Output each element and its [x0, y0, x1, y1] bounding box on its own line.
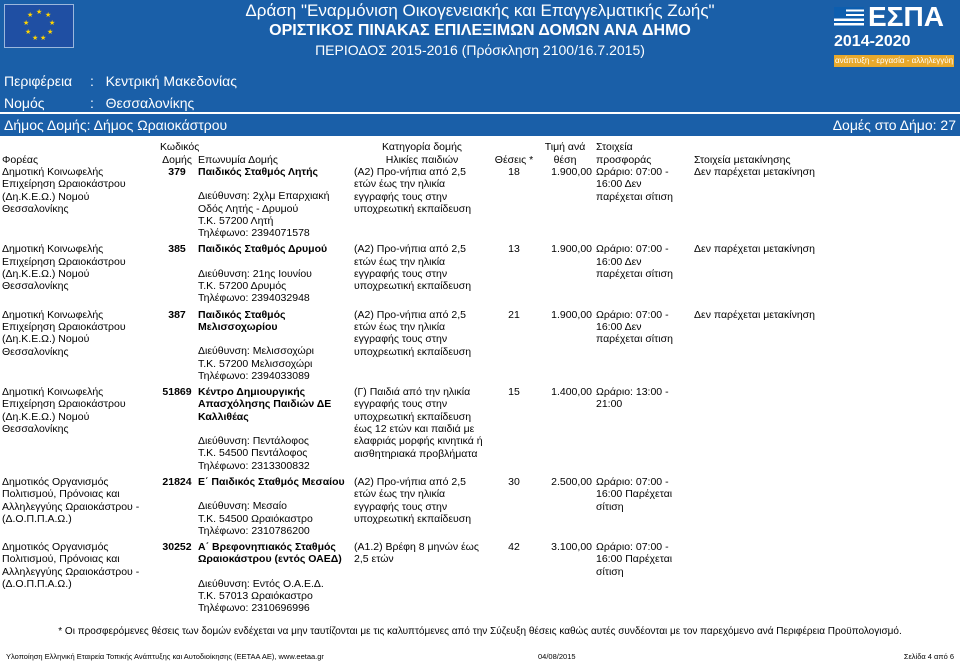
column-header-transport: Στοιχεία μετακίνησης: [694, 153, 791, 166]
row-phone: Τηλέφωνο: 2313300832: [198, 459, 310, 472]
column-header-price: Τιμή ανά θέση: [544, 141, 586, 166]
row-code: 387: [168, 308, 186, 321]
row-price: 2.500,00: [551, 475, 592, 488]
row-offer: Ωράριο: 07:00 - 16:00 Παρέχεται σίτιση: [596, 541, 673, 578]
region-label: Περιφέρεια: [4, 73, 73, 89]
table-row: [0, 476, 960, 537]
footer-credit: Υλοποίηση Ελληνική Εταιρεία Τοπικής Ανάπτυξης και Αυτοδιοίκησης (ΕΕΤΑΑ ΑΕ), www.eetaa.gr: [6, 652, 324, 661]
row-transport: [692, 386, 960, 472]
municipality-label: Δήμος Δομής: Δήμος Ωραιοκάστρου: [4, 117, 228, 133]
row-postal: Τ.Κ. 54500 Πεντάλοφος: [198, 447, 308, 460]
row-price: 1.900,00: [551, 166, 592, 178]
row-price: 1.900,00: [551, 243, 592, 256]
column-header-category-line2: Ηλικίες παιδιών: [385, 153, 459, 166]
row-body: Δημοτική Κοινωφελής Επιχείρηση Ωραιοκάστρου (Δη.Κ.Ε.Ω.) Νομού Θεσσαλονίκης: [2, 386, 126, 436]
structures-table: [0, 140, 960, 615]
row-code: 30252: [162, 541, 192, 554]
table-row: [0, 309, 960, 382]
espa-logo-slogan: ανάπτυξη - εργασία - αλληλεγγύη: [834, 56, 954, 65]
row-name-cell: [196, 386, 352, 472]
row-postal: Τ.Κ. 57200 Λητή: [198, 214, 274, 227]
prefecture-row: [4, 94, 194, 112]
prefecture-label: Νομός: [4, 95, 45, 111]
column-header-category: [352, 140, 492, 166]
row-body: Δημοτική Κοινωφελής Επιχείρηση Ωραιοκάστρου (Δη.Κ.Ε.Ω.) Νομού Θεσσαλονίκης: [2, 308, 126, 358]
footnote: * Οι προσφερόμενες θέσεις των δομών ενδέχεται να μην ταυτίζονται με τις καλυπτόμενες από την Σύζευξη θέσεις καθώς αυτές συνδέονται με τον παρεχόμενο ανά Περιφέρεια Προϋπολογισμό.: [58, 626, 902, 637]
row-category: (Γ) Παιδιά από την ηλικία εγγραφής τους στην υποχρεωτική εκπαίδευση έως 12 ετών και παιδιά με ελαφριάς μορφής κινητικά ή αισθητηριακά προβλήματα: [354, 386, 483, 460]
row-address: Διεύθυνση: Μελισσοχώρι: [198, 345, 315, 358]
row-address: Διεύθυνση: Μεσαίο: [198, 500, 287, 513]
document-title: [0, 0, 960, 59]
row-postal: Τ.Κ. 57013 Ωραιόκαστρο: [198, 590, 313, 603]
row-postal: Τ.Κ. 57200 Δρυμός: [198, 280, 287, 293]
footer-date: 04/08/2015: [538, 652, 576, 661]
document-header: [0, 0, 960, 112]
row-transport: [692, 476, 960, 537]
row-phone: Τηλέφωνο: 2394071578: [198, 227, 310, 240]
row-offer: Ωράριο: 07:00 - 16:00 Δεν παρέχεται σίτιση: [596, 243, 673, 281]
row-body: Δημοτική Κοινωφελής Επιχείρηση Ωραιοκάστρου (Δη.Κ.Ε.Ω.) Νομού Θεσσαλονίκης: [2, 166, 126, 215]
row-phone: Τηλέφωνο: 2394033089: [198, 369, 310, 382]
column-header-category-line1: Κατηγορία δομής: [382, 141, 462, 154]
row-name: Παιδικός Σταθμός Λητής: [198, 166, 318, 178]
row-postal: Τ.Κ. 54500 Ωραιόκαστρο: [198, 512, 313, 525]
espa-logo-years: 2014-2020: [834, 33, 911, 50]
row-name-cell: [196, 166, 352, 239]
title-line-3: ΠΕΡΙΟΔΟΣ 2015-2016 (Πρόσκληση 2100/16.7.2015): [315, 42, 645, 58]
espa-logo-word: ΕΣΠΑ: [868, 1, 944, 32]
row-offer: Ωράριο: 07:00 - 16:00 Παρέχεται σίτιση: [596, 475, 673, 513]
column-header-body: Φορέας: [2, 153, 39, 166]
row-category: (Α1.2) Βρέφη 8 μηνών έως 2,5 ετών: [354, 541, 479, 566]
row-address: Διεύθυνση: Εντός Ο.Α.Ε.Δ.: [198, 577, 324, 590]
footer-page-number: Σελίδα 4 από 6: [903, 652, 954, 661]
column-header-seats: Θέσεις *: [494, 153, 534, 166]
column-header-code: Κωδικός Δομής: [160, 141, 200, 166]
row-offer: Ωράριο: 07:00 - 16:00 Δεν παρέχεται σίτιση: [596, 166, 673, 203]
table-row: [0, 386, 960, 472]
row-seats: 42: [508, 541, 520, 554]
row-transport: [692, 541, 960, 614]
row-phone: Τηλέφωνο: 2394032948: [198, 292, 310, 305]
row-name-cell: [196, 476, 352, 537]
table-row: [0, 243, 960, 304]
row-phone: Τηλέφωνο: 2310786200: [198, 524, 310, 537]
row-name: Παιδικός Σταθμός Μελισσοχωρίου: [198, 308, 286, 333]
structures-count: Δομές στο Δήμο: 27: [832, 117, 956, 133]
row-phone: Τηλέφωνο: 2310696996: [198, 602, 310, 615]
prefecture-value: Θεσσαλονίκης: [105, 95, 195, 111]
table-row: [0, 166, 960, 239]
row-address: Διεύθυνση: 2χλμ Επαρχιακή Οδός Λητής - Δρυμού: [198, 190, 330, 215]
table-header-row: [0, 140, 960, 166]
row-code: 385: [168, 243, 186, 256]
espa-logo: [834, 2, 954, 64]
eu-flag-icon: ★ ★ ★ ★ ★ ★ ★ ★ ★: [4, 4, 74, 48]
row-seats: 13: [508, 243, 520, 256]
region-separator: :: [90, 73, 94, 89]
row-price: 3.100,00: [551, 541, 592, 554]
row-name: Παιδικός Σταθμός Δρυμού: [198, 243, 328, 256]
prefecture-separator: :: [90, 95, 94, 111]
row-category: (Α2) Προ-νήπια από 2,5 ετών έως την ηλικία εγγραφής τους στην υποχρεωτική εκπαίδευση: [354, 166, 472, 215]
row-address: Διεύθυνση: 21ης Ιουνίου: [198, 267, 312, 280]
municipality-bar: [0, 114, 960, 136]
row-category: (Α2) Προ-νήπια από 2,5 ετών έως την ηλικία εγγραφής τους στην υποχρεωτική εκπαίδευση: [354, 308, 472, 358]
row-price: 1.900,00: [551, 308, 592, 321]
row-seats: 15: [508, 386, 520, 399]
row-name: Α΄ Βρεφονηπιακός Σταθμός Ωραιοκάστρου (εντός ΟΑΕΔ): [198, 541, 342, 566]
row-transport: Δεν παρέχεται μετακίνηση: [694, 308, 815, 321]
row-category: (Α2) Προ-νήπια από 2,5 ετών έως την ηλικία εγγραφής τους στην υποχρεωτική εκπαίδευση: [354, 243, 472, 293]
greek-flag-icon: [834, 7, 864, 27]
row-seats: 30: [508, 475, 520, 488]
row-seats: 18: [508, 166, 520, 178]
row-offer: Ωράριο: 13:00 - 21:00: [596, 386, 669, 411]
row-category: (Α2) Προ-νήπια από 2,5 ετών έως την ηλικία εγγραφής τους στην υποχρεωτική εκπαίδευση: [354, 475, 472, 525]
row-offer: Ωράριο: 07:00 - 16:00 Δεν παρέχεται σίτιση: [596, 308, 673, 346]
column-header-name: Επωνυμία Δομής: [198, 153, 278, 166]
title-line-2: ΟΡΙΣΤΙΚΟΣ ΠΙΝΑΚΑΣ ΕΠΙΛΕΞΙΜΩΝ ΔΟΜΩΝ ΑΝΑ ΔΗΜΟ: [269, 22, 691, 39]
row-name: Κέντρο Δημιουργικής Απασχόλησης Παιδιών ΔΕ Καλλιθέας: [198, 386, 332, 423]
table-row: [0, 541, 960, 614]
row-code: 51869: [162, 386, 192, 399]
row-body: Δημοτικός Οργανισμός Πολιτισμού, Πρόνοιας και Αλληλεγγύης Ωραιοκάστρου - (Δ.Ο.Π.Π.Α.Ω.): [2, 475, 140, 525]
row-name: Ε΄ Παιδικός Σταθμός Μεσαίου: [198, 475, 345, 488]
row-name-cell: [196, 243, 352, 304]
row-transport: Δεν παρέχεται μετακίνηση: [694, 243, 815, 256]
row-code: 21824: [162, 475, 192, 488]
region-value: Κεντρική Μακεδονίας: [105, 73, 237, 89]
row-name-cell: [196, 541, 352, 614]
row-body: Δημοτικός Οργανισμός Πολιτισμού, Πρόνοιας και Αλληλεγγύης Ωραιοκάστρου - (Δ.Ο.Π.Π.Α.Ω.): [2, 541, 140, 591]
row-transport: Δεν παρέχεται μετακίνηση: [694, 166, 815, 178]
region-row: [4, 72, 237, 90]
row-price: 1.400,00: [551, 386, 592, 399]
title-line-1: Δράση "Εναρμόνιση Οικογενειακής και Επαγγελματικής Ζωής": [245, 1, 715, 20]
row-code: 379: [168, 166, 186, 178]
row-postal: Τ.Κ. 57200 Μελισσοχώρι: [198, 357, 313, 370]
row-name-cell: [196, 309, 352, 382]
row-seats: 21: [508, 308, 520, 321]
row-body: Δημοτική Κοινωφελής Επιχείρηση Ωραιοκάστρου (Δη.Κ.Ε.Ω.) Νομού Θεσσαλονίκης: [2, 243, 126, 293]
row-address: Διεύθυνση: Πεντάλοφος: [198, 435, 309, 448]
column-header-offer: Στοιχεία προσφοράς: [596, 141, 652, 166]
